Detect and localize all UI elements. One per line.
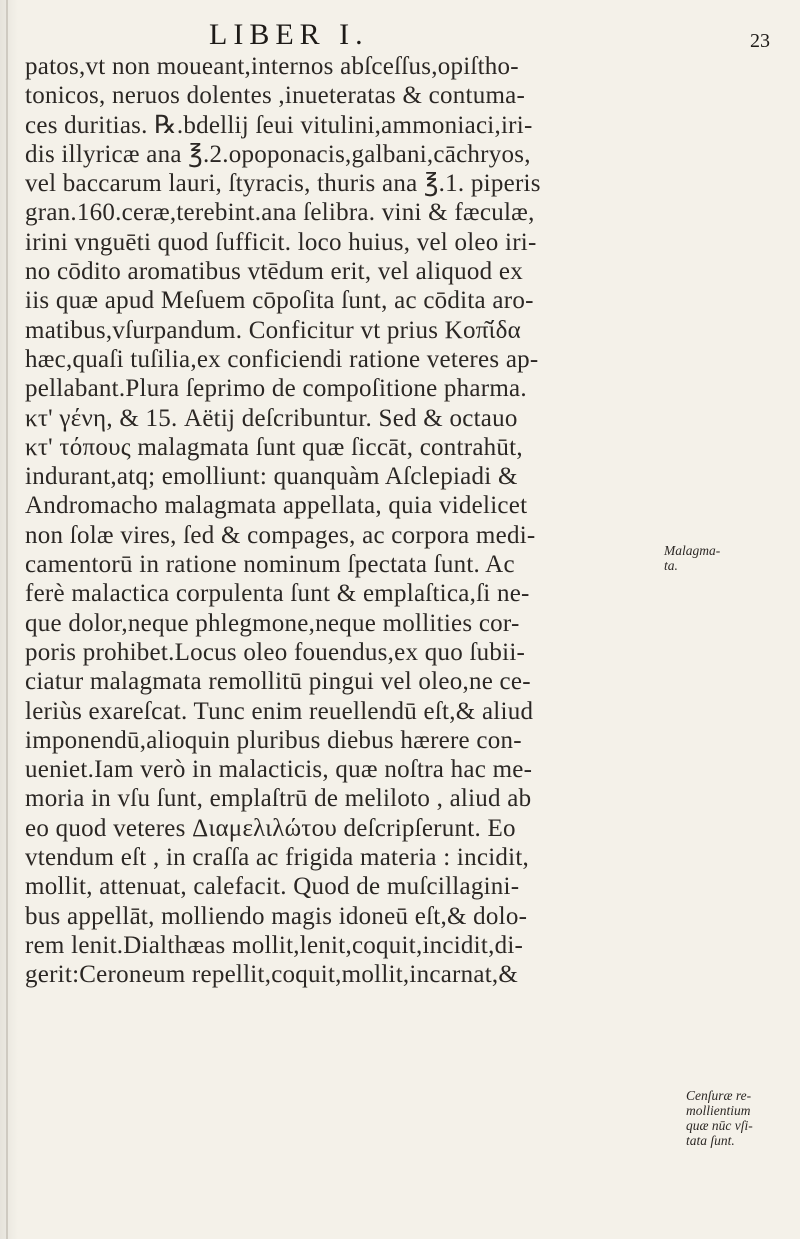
text-line: ferè malactica corpulenta ſunt & emplaſtica,ſi ne- <box>25 580 530 608</box>
text-line: no cōdito aromatibus vtēdum erit, vel aliquod ex <box>25 258 523 286</box>
text-line: iis quæ apud Meſuem cōpoſita ſunt, ac cōdita aro- <box>25 287 534 315</box>
text-line: patos,vt non moueant,internos abſceſſus,opiſtho- <box>25 53 519 80</box>
text-line: mollit, attenuat, calefacit. Quod de muſcillagini- <box>25 873 520 901</box>
text-line: tonicos, neruos dolentes ,inueteratas & contuma- <box>25 82 526 110</box>
margin-note-censurae <box>686 1088 753 1148</box>
text-line: rem lenit.Dialthæas mollit,lenit,coquit,incidit,di- <box>25 931 524 959</box>
text-line: moria in vſu ſunt, emplaſtrū de meliloto , aliud ab <box>25 785 532 813</box>
text-line: bus appellāt, molliendo magis idoneū eſt,& dolo- <box>25 902 528 930</box>
margin-note-line: tata ſunt. <box>686 1133 735 1148</box>
margin-note-line: Malagma- <box>664 543 721 558</box>
text-line: leriùs exareſcat. Tunc enim reuellendū eſt,& aliud <box>25 697 534 725</box>
text-line: indurant,atq; emolliunt: quanquàm Aſclepiadi & <box>25 463 518 491</box>
text-line: pellabant.Plura ſeprimo de compoſitione pharma. <box>25 375 527 403</box>
margin-note-line: Cenſuræ re- <box>686 1088 752 1103</box>
text-line: hæc,quaſi tuſilia,ex conficiendi ratione veteres ap- <box>25 345 539 373</box>
margin-note-line: ta. <box>664 558 678 573</box>
text-line: gerit:Ceroneum repellit,coquit,mollit,incarnat,& <box>25 961 519 989</box>
body-text <box>25 52 665 990</box>
text-line: imponendū,alioquin pluribus diebus hærere con- <box>25 726 522 754</box>
text-line: ciatur malagmata remollitū pingui vel oleo,ne ce- <box>25 668 531 696</box>
text-line: poris prohibet.Locus oleo fouendus,ex quo ſubii- <box>25 638 526 666</box>
text-line: non ſolæ vires, ſed & compages, ac corpora medi- <box>25 521 536 549</box>
text-line: ces duritias. ℞.bdellij ſeui vitulini,ammoniaci,iri- <box>25 111 533 139</box>
margin-note-line: mollientium <box>686 1103 751 1118</box>
text-line: que dolor,neque phlegmone,neque mollities cor- <box>25 609 520 637</box>
margin-note-line: quæ nūc vſi- <box>686 1118 753 1133</box>
text-line: eo quod veteres Διαμελιλώτου deſcripſerunt. Eo <box>25 814 516 842</box>
text-line: ueniet.Iam verò in malacticis, quæ noſtra hac me- <box>25 756 533 784</box>
text-line: camentorū in ratione nominum ſpectata ſunt. Ac <box>25 551 515 579</box>
text-line: gran.160.ceræ,terebint.ana ſelibra. vini & fæculæ, <box>25 199 535 227</box>
page-number: 23 <box>750 30 770 52</box>
text-line: irini vnguēti quod ſufficit. loco huius, vel oleo iri- <box>25 228 537 256</box>
text-line: vtendum eſt , in craſſa ac frigida materia : incidit, <box>25 844 530 872</box>
text-line: vel baccarum lauri, ſtyracis, thuris ana ℥.1. piperis <box>25 170 541 198</box>
margin-note-malagmata <box>664 543 720 573</box>
text-line: κτ' τόπους malagmata ſunt quæ ſiccāt, contrahūt, <box>25 433 523 461</box>
binding-gutter <box>6 0 8 1239</box>
text-line: matibus,vſurpandum. Conficitur vt prius Κοπ͂ίδα <box>25 316 521 344</box>
text-line: Andromacho malagmata appellata, quia videlicet <box>25 492 528 520</box>
text-line: κτ' γένη, & 15. Aëtij deſcribuntur. Sed & octauo <box>25 404 518 432</box>
running-title: LIBER I. <box>209 18 369 51</box>
page-header <box>0 14 800 54</box>
text-line: dis illyricæ ana ℥.2.opoponacis,galbani,cāchryos, <box>25 140 531 168</box>
